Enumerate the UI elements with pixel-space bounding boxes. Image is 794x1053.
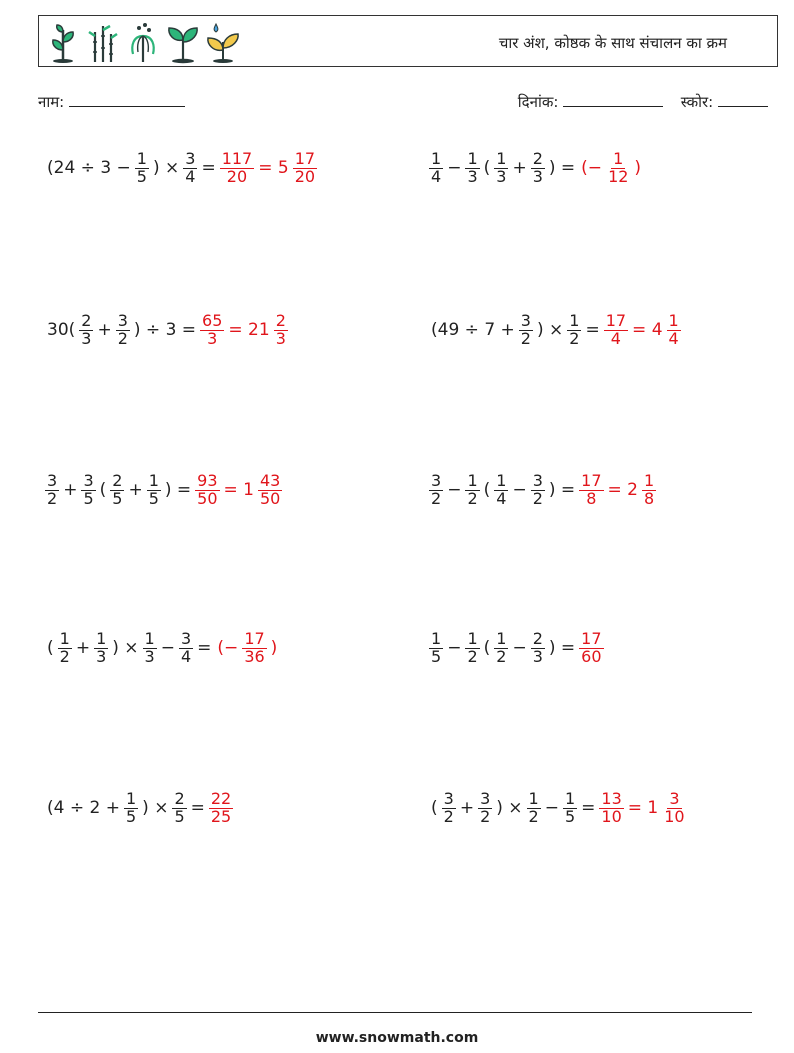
denominator: 3 (207, 328, 218, 348)
name-field (38, 92, 185, 112)
expression-text: ) (634, 158, 642, 178)
denominator: 2 (467, 488, 478, 508)
numerator: 22 (210, 788, 232, 808)
numerator: 1 (496, 148, 507, 168)
denominator: 3 (144, 646, 155, 666)
denominator: 10 (664, 806, 685, 826)
expression-text: − (160, 638, 175, 658)
answer (603, 310, 682, 348)
fraction (116, 310, 130, 348)
score-label: स्कोर: (680, 93, 714, 111)
problem-2 (428, 138, 644, 198)
numerator: 3 (431, 470, 442, 490)
numerator: 3 (117, 310, 128, 330)
question (428, 628, 578, 666)
denominator: 5 (112, 488, 123, 508)
denominator: 3 (96, 646, 107, 666)
footer-divider (38, 1012, 752, 1013)
numerator: 2 (532, 628, 543, 648)
numerator: 2 (532, 148, 543, 168)
expression-text: − (447, 480, 462, 500)
expression-text: = (197, 638, 212, 658)
fraction (494, 470, 508, 508)
expression-text: (4 ÷ 2 + (47, 798, 120, 818)
numerator: 93 (197, 470, 218, 490)
problem-10 (428, 778, 688, 838)
expression-text: = 1 (223, 480, 254, 500)
denominator: 5 (125, 806, 137, 826)
expression-text: − (512, 638, 527, 658)
answer (194, 470, 283, 508)
numerator: 3 (185, 148, 196, 168)
expression-text: = 2 (607, 480, 638, 500)
fraction (147, 470, 161, 508)
expression-text: + (97, 320, 112, 340)
expression-text: ( (483, 638, 491, 658)
denominator: 5 (148, 488, 159, 508)
expression-text: − (447, 638, 462, 658)
fraction (429, 628, 443, 666)
name-label: नाम: (38, 93, 65, 111)
fraction (662, 788, 686, 826)
expression-text: = (581, 798, 596, 818)
problem-9 (44, 778, 234, 838)
expression-text: = (190, 798, 205, 818)
question (428, 788, 598, 826)
answer (578, 628, 604, 666)
denominator: 12 (608, 166, 629, 186)
denominator: 25 (210, 806, 232, 826)
question (44, 788, 208, 826)
fraction (45, 470, 59, 508)
expression-text: 30( (47, 320, 76, 340)
fraction (606, 148, 630, 186)
fraction (642, 470, 656, 508)
bamboo-icon (85, 20, 121, 64)
denominator: 2 (480, 806, 491, 826)
answer (208, 788, 234, 826)
denominator: 5 (83, 488, 94, 508)
fraction (604, 310, 628, 348)
numerator: 3 (480, 788, 491, 808)
fraction (143, 628, 157, 666)
expression-text: (− (217, 638, 239, 658)
expression-text: ) = (548, 638, 576, 658)
expression-text: ) × (112, 638, 139, 658)
numerator: 1 (431, 148, 442, 168)
willow-icon (125, 20, 161, 64)
fraction (531, 470, 545, 508)
expression-text: + (459, 798, 475, 818)
denominator: 3 (532, 646, 543, 666)
expression-text: ) (270, 638, 278, 658)
denominator: 2 (569, 328, 580, 348)
answer (219, 148, 318, 186)
expression-text: ( (483, 158, 491, 178)
numerator: 17 (581, 470, 602, 490)
fraction (579, 470, 603, 508)
seedling-icon (165, 20, 201, 64)
numerator: 17 (581, 628, 602, 648)
problem-8 (428, 618, 605, 678)
question (44, 628, 214, 666)
watered-sprout-icon (205, 20, 241, 64)
denominator: 8 (644, 488, 655, 508)
fraction (172, 788, 186, 826)
numerator: 17 (244, 628, 265, 648)
denominator: 36 (244, 646, 265, 666)
denominator: 5 (136, 166, 147, 186)
numerator: 3 (47, 470, 58, 490)
fraction (242, 628, 266, 666)
name-blank (69, 92, 185, 107)
denominator: 4 (185, 166, 196, 186)
expression-text: − (544, 798, 559, 818)
expression-text: + (63, 480, 78, 500)
fraction (220, 148, 255, 186)
fraction (94, 628, 108, 666)
denominator: 3 (275, 328, 286, 348)
numerator: 3 (180, 628, 192, 648)
fraction (442, 788, 456, 826)
fraction (429, 470, 443, 508)
fraction (527, 788, 541, 826)
fraction (478, 788, 492, 826)
fraction (531, 628, 545, 666)
date-score-field (518, 92, 768, 112)
answer (214, 628, 280, 666)
denominator: 2 (496, 646, 507, 666)
expression-text: ) × (142, 798, 169, 818)
fraction (465, 148, 479, 186)
expression-text: ( (431, 798, 438, 818)
date-label: दिनांक: (517, 93, 559, 111)
numerator: 1 (613, 148, 624, 168)
denominator: 5 (431, 646, 442, 666)
plant-sprout-icon (45, 20, 81, 64)
expression-text: − (512, 480, 527, 500)
expression-text: = (201, 158, 216, 178)
fraction (465, 628, 479, 666)
numerator: 1 (496, 470, 507, 490)
expression-text: = 1 (627, 798, 659, 818)
denominator: 2 (117, 328, 128, 348)
numerator: 1 (528, 788, 539, 808)
problem-1 (44, 138, 318, 198)
fraction (58, 628, 72, 666)
fraction (563, 788, 577, 826)
fraction (599, 788, 623, 826)
expression-text: = 5 (258, 158, 289, 178)
numerator: 1 (564, 788, 576, 808)
numerator: 17 (294, 148, 316, 168)
denominator: 8 (586, 488, 597, 508)
expression-text: + (128, 480, 143, 500)
score-blank (718, 92, 768, 107)
question (428, 148, 578, 186)
fraction (124, 788, 138, 826)
problem-3 (44, 300, 289, 360)
expression-text: (49 ÷ 7 + (431, 320, 515, 340)
expression-text: ) × (152, 158, 180, 178)
question (44, 310, 199, 348)
denominator: 2 (532, 488, 543, 508)
fraction (494, 148, 508, 186)
numerator: 1 (644, 470, 655, 490)
footer-url: www.snowmath.com (315, 1030, 479, 1046)
fraction (293, 148, 317, 186)
fraction (667, 310, 681, 348)
denominator: 20 (226, 166, 248, 186)
worksheet-title: चार अंश, कोष्ठक के साथ संचालन का क्रम (498, 34, 727, 52)
header-icons (45, 20, 241, 64)
denominator: 2 (59, 646, 70, 666)
numerator: 1 (496, 628, 507, 648)
answer (199, 310, 289, 348)
expression-text: = 4 (632, 320, 663, 340)
numerator: 1 (96, 628, 107, 648)
numerator: 1 (467, 470, 478, 490)
denominator: 3 (467, 166, 478, 186)
numerator: 3 (532, 470, 543, 490)
denominator: 2 (528, 806, 539, 826)
denominator: 4 (180, 646, 192, 666)
fraction (465, 470, 479, 508)
expression-text: ( (483, 480, 491, 500)
answer (598, 788, 687, 826)
answer (578, 470, 657, 508)
fraction (531, 148, 545, 186)
denominator: 2 (431, 488, 442, 508)
numerator: 3 (83, 470, 94, 490)
fraction (135, 148, 149, 186)
fraction (519, 310, 533, 348)
denominator: 5 (564, 806, 576, 826)
fraction (110, 470, 124, 508)
numerator: 17 (605, 310, 627, 330)
denominator: 2 (467, 646, 478, 666)
problem-6 (428, 460, 657, 520)
fraction (195, 470, 219, 508)
fraction (579, 628, 603, 666)
expression-text: + (512, 158, 527, 178)
problem-4 (428, 300, 682, 360)
denominator: 4 (431, 166, 442, 186)
denominator: 3 (496, 166, 507, 186)
fraction (179, 628, 193, 666)
fraction (209, 788, 233, 826)
numerator: 2 (275, 310, 286, 330)
numerator: 1 (467, 148, 478, 168)
problem-5 (44, 460, 283, 520)
fraction (567, 310, 581, 348)
fraction (79, 310, 93, 348)
expression-text: = (585, 320, 600, 340)
question (428, 470, 578, 508)
expression-text: + (75, 638, 91, 658)
denominator: 4 (496, 488, 507, 508)
denominator: 10 (601, 806, 622, 826)
numerator: 1 (467, 628, 478, 648)
question (44, 470, 194, 508)
expression-text: ) × (496, 798, 523, 818)
problem-7 (44, 618, 280, 678)
denominator: 4 (610, 328, 621, 348)
expression-text: (24 ÷ 3 − (47, 158, 131, 178)
date-blank (563, 92, 663, 107)
denominator: 2 (443, 806, 454, 826)
denominator: 4 (668, 328, 679, 348)
denominator: 50 (197, 488, 218, 508)
denominator: 3 (81, 328, 92, 348)
fraction (429, 148, 443, 186)
denominator: 3 (532, 166, 543, 186)
question (44, 148, 219, 186)
numerator: 1 (125, 788, 137, 808)
fraction (183, 148, 197, 186)
expression-text: = 21 (228, 320, 270, 340)
expression-text: ) = (164, 480, 192, 500)
numerator: 3 (520, 310, 531, 330)
question (428, 310, 603, 348)
numerator: 3 (669, 788, 680, 808)
expression-text: ) × (536, 320, 564, 340)
answer (578, 148, 644, 186)
fraction (274, 310, 288, 348)
numerator: 2 (174, 788, 185, 808)
numerator: 1 (144, 628, 155, 648)
denominator: 50 (260, 488, 281, 508)
expression-text: (− (581, 158, 603, 178)
fraction (200, 310, 224, 348)
expression-text: ) ÷ 3 = (133, 320, 197, 340)
fraction (494, 628, 508, 666)
numerator: 65 (202, 310, 223, 330)
numerator: 2 (81, 310, 92, 330)
expression-text: ) = (548, 158, 576, 178)
numerator: 3 (443, 788, 454, 808)
expression-text: − (447, 158, 462, 178)
expression-text: ( (47, 638, 54, 658)
numerator: 1 (136, 148, 147, 168)
denominator: 20 (294, 166, 316, 186)
numerator: 1 (148, 470, 159, 490)
expression-text: ( (99, 480, 107, 500)
numerator: 1 (431, 628, 442, 648)
numerator: 1 (668, 310, 679, 330)
fraction (258, 470, 282, 508)
numerator: 1 (59, 628, 70, 648)
numerator: 43 (260, 470, 281, 490)
denominator: 2 (47, 488, 58, 508)
denominator: 60 (581, 646, 602, 666)
denominator: 5 (174, 806, 185, 826)
numerator: 1 (569, 310, 580, 330)
numerator: 13 (601, 788, 622, 808)
expression-text: ) = (548, 480, 576, 500)
header-box (38, 15, 778, 67)
denominator: 2 (520, 328, 531, 348)
numerator: 117 (221, 148, 253, 168)
fraction (81, 470, 95, 508)
numerator: 2 (112, 470, 123, 490)
